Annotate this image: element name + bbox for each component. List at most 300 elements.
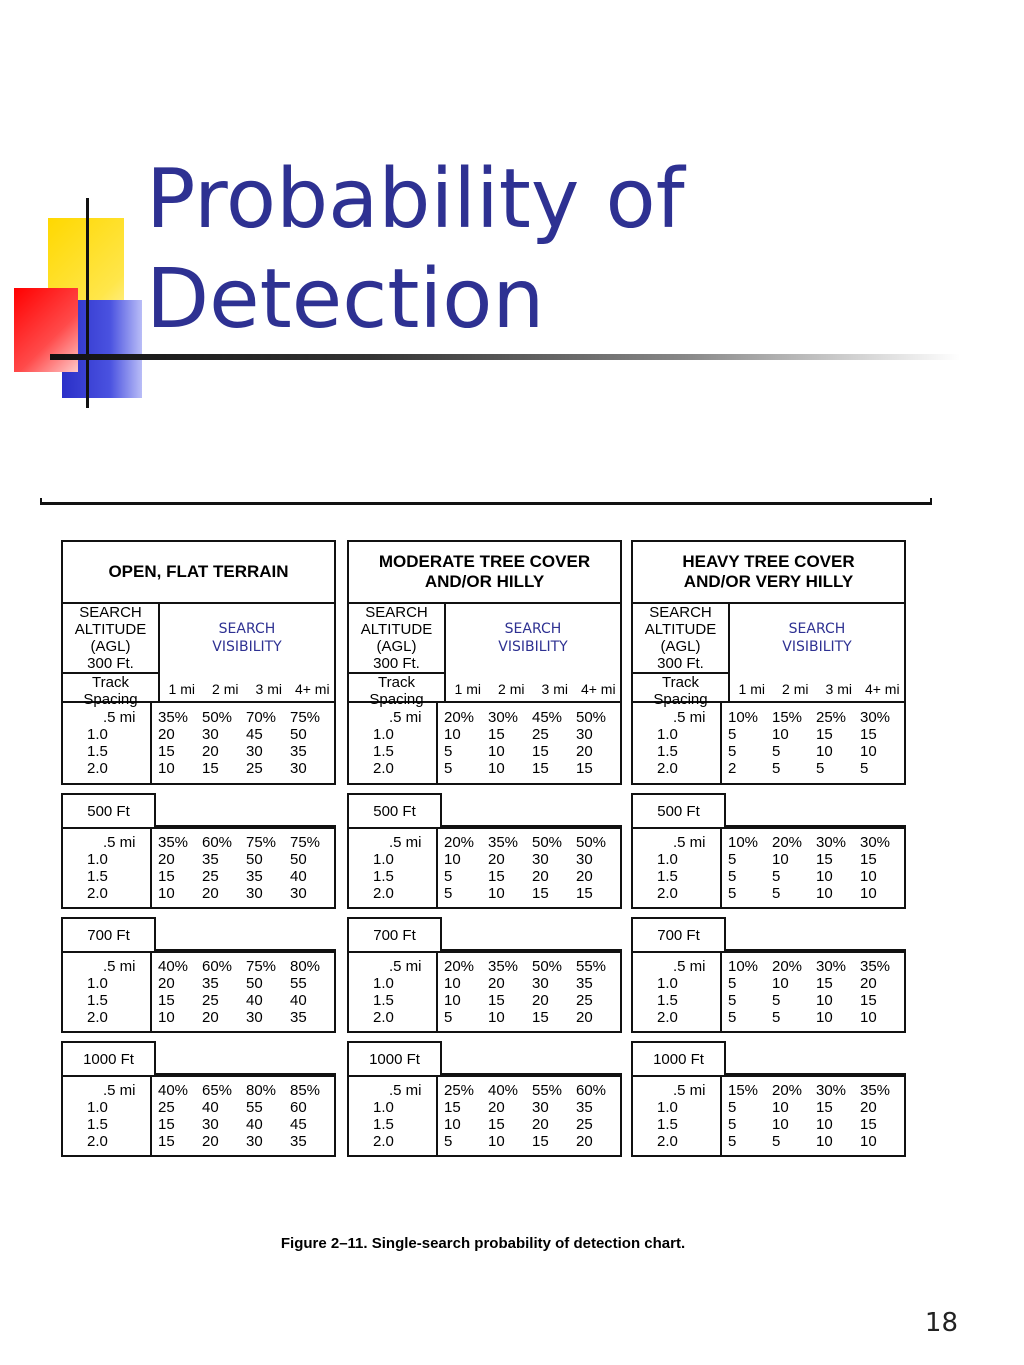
probability-cell: 35 bbox=[290, 1009, 307, 1026]
probability-cell: 10 bbox=[816, 885, 833, 902]
track-spacing-column bbox=[633, 703, 722, 783]
slide-title bbox=[146, 150, 685, 350]
probability-cell: 5 bbox=[444, 885, 453, 902]
track-spacing-column bbox=[633, 1077, 722, 1155]
probability-cell: 35 bbox=[202, 975, 219, 992]
label-spacing: Spacing bbox=[83, 691, 138, 708]
table-row bbox=[444, 1133, 620, 1150]
probability-cell: 10 bbox=[488, 1133, 505, 1150]
probability-cell: 5 bbox=[772, 1133, 781, 1150]
table-row bbox=[158, 726, 334, 743]
label-visibility: VISIBILITY bbox=[212, 638, 282, 655]
probability-cell: 35% bbox=[488, 958, 519, 975]
altitude-tab-row bbox=[631, 917, 906, 951]
terrain-header bbox=[61, 540, 336, 604]
probability-cell: 40 bbox=[290, 992, 307, 1009]
table-row bbox=[444, 1009, 620, 1026]
probability-cell: 15 bbox=[860, 851, 877, 868]
probability-cell: 15 bbox=[532, 885, 549, 902]
altitude-tab-row bbox=[631, 1041, 906, 1075]
visibility-distance-row bbox=[160, 671, 334, 701]
table-row bbox=[158, 1082, 334, 1099]
probability-cell: 10 bbox=[816, 1133, 833, 1150]
probability-cell: 35 bbox=[576, 1099, 593, 1116]
label-search: SEARCH bbox=[79, 604, 142, 621]
probability-cell: 5 bbox=[728, 1133, 737, 1150]
label-search: SEARCH bbox=[365, 604, 428, 621]
altitude-tab-line bbox=[726, 1041, 906, 1075]
terrain-header-line: HEAVY TREE COVER bbox=[682, 552, 855, 571]
probability-cell: 50 bbox=[290, 851, 307, 868]
probability-cell: 15 bbox=[444, 1099, 461, 1116]
probability-cell: 30% bbox=[816, 958, 847, 975]
terrain-table bbox=[347, 540, 622, 1157]
probability-cell: 35% bbox=[860, 1082, 891, 1099]
probability-cell: 45 bbox=[246, 726, 263, 743]
table-row bbox=[158, 1116, 334, 1133]
meta-right bbox=[160, 604, 334, 701]
probability-cell: 30% bbox=[816, 834, 847, 851]
probability-cell: 15% bbox=[728, 1082, 759, 1099]
track-spacing-value: 2.0 bbox=[657, 760, 678, 777]
label-track: Track bbox=[378, 674, 415, 691]
probability-values bbox=[722, 953, 904, 1031]
table-row bbox=[444, 726, 620, 743]
probability-cell: 5 bbox=[444, 868, 453, 885]
table-row bbox=[158, 851, 334, 868]
table-row bbox=[158, 885, 334, 902]
track-spacing-value: 1.5 bbox=[87, 868, 108, 885]
probability-cell: 20 bbox=[860, 975, 877, 992]
probability-cell: 5 bbox=[728, 1009, 737, 1026]
table-row bbox=[728, 992, 904, 1009]
table-row bbox=[444, 1082, 620, 1099]
track-spacing-value: .5 mi bbox=[103, 834, 136, 851]
table-row bbox=[158, 868, 334, 885]
probability-cell: 50 bbox=[246, 975, 263, 992]
visibility-distance: 4+ mi bbox=[294, 681, 330, 697]
probability-cell: 5 bbox=[444, 760, 453, 777]
probability-cell: 15 bbox=[158, 1133, 175, 1150]
altitude-block bbox=[631, 951, 906, 1033]
track-spacing-value: 1.5 bbox=[373, 868, 394, 885]
track-spacing-value: .5 mi bbox=[389, 709, 422, 726]
probability-cell: 20 bbox=[576, 1009, 593, 1026]
probability-cell: 15 bbox=[860, 992, 877, 1009]
decor-vertical-line bbox=[86, 198, 89, 408]
probability-cell: 30 bbox=[532, 851, 549, 868]
table-row bbox=[728, 958, 904, 975]
track-spacing-value: 2.0 bbox=[87, 760, 108, 777]
search-meta bbox=[61, 604, 336, 708]
probability-cell: 15 bbox=[532, 760, 549, 777]
probability-cell: 5 bbox=[728, 743, 737, 760]
probability-cell: 25% bbox=[444, 1082, 475, 1099]
table-row bbox=[158, 1009, 334, 1026]
probability-cell: 15 bbox=[488, 868, 505, 885]
probability-cell: 65% bbox=[202, 1082, 233, 1099]
probability-cell: 10 bbox=[860, 743, 877, 760]
probability-cell: 15 bbox=[488, 992, 505, 1009]
probability-cell: 15 bbox=[860, 1116, 877, 1133]
probability-values bbox=[438, 1077, 620, 1155]
probability-cell: 60 bbox=[290, 1099, 307, 1116]
altitude-tab-row bbox=[631, 793, 906, 827]
search-visibility-label bbox=[446, 604, 620, 671]
table-row bbox=[158, 1099, 334, 1116]
visibility-distance: 1 mi bbox=[168, 681, 195, 697]
probability-values bbox=[152, 953, 334, 1031]
probability-cell: 35 bbox=[290, 1133, 307, 1150]
probability-cell: 10 bbox=[444, 726, 461, 743]
altitude-label: 700 Ft bbox=[347, 917, 442, 951]
track-spacing-value: 1.0 bbox=[373, 726, 394, 743]
label-visibility: VISIBILITY bbox=[782, 638, 852, 655]
meta-left bbox=[633, 604, 730, 708]
table-row bbox=[728, 760, 904, 777]
probability-cell: 40% bbox=[158, 1082, 189, 1099]
title-line-2: Detection bbox=[146, 252, 545, 347]
probability-cell: 15 bbox=[816, 1099, 833, 1116]
altitude-label: 700 Ft bbox=[631, 917, 726, 951]
table-row bbox=[158, 1133, 334, 1150]
probability-values bbox=[152, 703, 334, 783]
track-spacing-value: 1.0 bbox=[87, 726, 108, 743]
probability-cell: 10 bbox=[772, 1099, 789, 1116]
track-spacing-column bbox=[349, 1077, 438, 1155]
probability-cell: 15 bbox=[158, 743, 175, 760]
probability-cell: 30% bbox=[816, 1082, 847, 1099]
label-track: Track bbox=[662, 674, 699, 691]
probability-cell: 10 bbox=[860, 885, 877, 902]
label-spacing: Spacing bbox=[369, 691, 424, 708]
visibility-distance: 1 mi bbox=[738, 681, 765, 697]
visibility-distance: 2 mi bbox=[782, 681, 809, 697]
probability-cell: 50% bbox=[576, 834, 607, 851]
probability-cell: 10 bbox=[158, 1009, 175, 1026]
probability-values bbox=[722, 1077, 904, 1155]
altitude-tab-line bbox=[156, 793, 336, 827]
track-spacing-value: .5 mi bbox=[103, 709, 136, 726]
probability-cell: 15 bbox=[576, 885, 593, 902]
track-spacing-value: 2.0 bbox=[87, 1133, 108, 1150]
probability-cell: 10% bbox=[728, 834, 759, 851]
probability-cell: 20 bbox=[860, 1099, 877, 1116]
probability-values bbox=[152, 1077, 334, 1155]
label-agl: (AGL) bbox=[660, 638, 701, 655]
probability-cell: 20 bbox=[158, 726, 175, 743]
table-row bbox=[444, 992, 620, 1009]
probability-cell: 85% bbox=[290, 1082, 321, 1099]
table-row bbox=[158, 958, 334, 975]
label-search: SEARCH bbox=[218, 620, 276, 637]
table-row bbox=[158, 709, 334, 726]
track-spacing-value: .5 mi bbox=[673, 958, 706, 975]
altitude-label: 500 Ft bbox=[631, 793, 726, 827]
probability-cell: 25 bbox=[576, 992, 593, 1009]
probability-cell: 50% bbox=[202, 709, 233, 726]
terrain-table bbox=[631, 540, 906, 1157]
probability-cell: 30 bbox=[202, 1116, 219, 1133]
label-agl: (AGL) bbox=[90, 638, 131, 655]
probability-cell: 10 bbox=[772, 726, 789, 743]
probability-cell: 10 bbox=[444, 851, 461, 868]
probability-cell: 30% bbox=[860, 834, 891, 851]
probability-cell: 60% bbox=[202, 958, 233, 975]
table-row bbox=[728, 1082, 904, 1099]
probability-values bbox=[722, 829, 904, 907]
probability-cell: 5 bbox=[728, 1099, 737, 1116]
track-spacing-column bbox=[633, 953, 722, 1031]
probability-cell: 20 bbox=[202, 1133, 219, 1150]
probability-cell: 15 bbox=[158, 1116, 175, 1133]
table-row bbox=[728, 743, 904, 760]
altitude-block bbox=[347, 827, 622, 909]
probability-cell: 10 bbox=[158, 885, 175, 902]
probability-cell: 5 bbox=[772, 743, 781, 760]
altitude-tab-row bbox=[61, 793, 336, 827]
probability-cell: 40 bbox=[290, 868, 307, 885]
label-altitude: ALTITUDE bbox=[360, 621, 433, 638]
table-row bbox=[728, 851, 904, 868]
terrain-header-line: AND/OR VERY HILLY bbox=[683, 572, 854, 591]
track-spacing-value: 1.5 bbox=[657, 743, 678, 760]
probability-cell: 10 bbox=[816, 868, 833, 885]
terrain-header-line: MODERATE TREE COVER bbox=[378, 552, 591, 571]
terrain-table bbox=[61, 540, 336, 1157]
probability-cell: 10 bbox=[860, 868, 877, 885]
probability-values bbox=[438, 953, 620, 1031]
altitude-tab-line bbox=[442, 917, 622, 951]
track-spacing-value: 1.5 bbox=[87, 1116, 108, 1133]
probability-cell: 10 bbox=[860, 1133, 877, 1150]
altitude-tab-row bbox=[347, 1041, 622, 1075]
probability-cell: 30 bbox=[576, 726, 593, 743]
visibility-distance: 2 mi bbox=[498, 681, 525, 697]
track-spacing-value: 1.0 bbox=[373, 1099, 394, 1116]
probability-values bbox=[152, 829, 334, 907]
probability-cell: 10 bbox=[772, 851, 789, 868]
probability-cell: 35 bbox=[202, 851, 219, 868]
probability-cell: 45% bbox=[532, 709, 563, 726]
altitude-block bbox=[631, 703, 906, 785]
track-spacing-value: .5 mi bbox=[673, 709, 706, 726]
label-altitude: ALTITUDE bbox=[644, 621, 717, 638]
track-spacing-value: 1.5 bbox=[373, 992, 394, 1009]
track-spacing-value: 2.0 bbox=[87, 885, 108, 902]
probability-cell: 75% bbox=[290, 834, 321, 851]
probability-cell: 5 bbox=[772, 992, 781, 1009]
probability-cell: 15 bbox=[532, 1133, 549, 1150]
label-altitude: ALTITUDE bbox=[74, 621, 147, 638]
track-spacing-value: 2.0 bbox=[657, 1133, 678, 1150]
meta-left bbox=[349, 604, 446, 708]
altitude-block bbox=[61, 703, 336, 785]
altitude-tab-row bbox=[347, 793, 622, 827]
probability-cell: 10 bbox=[816, 1116, 833, 1133]
table-row bbox=[444, 1116, 620, 1133]
altitude-value: 300 Ft. bbox=[373, 655, 420, 672]
table-row bbox=[158, 975, 334, 992]
probability-cell: 50 bbox=[246, 851, 263, 868]
probability-cell: 10 bbox=[860, 1009, 877, 1026]
probability-cell: 75% bbox=[246, 834, 277, 851]
probability-cell: 30 bbox=[290, 760, 307, 777]
track-spacing-value: 1.5 bbox=[373, 743, 394, 760]
track-spacing-value: .5 mi bbox=[389, 834, 422, 851]
probability-cell: 80% bbox=[290, 958, 321, 975]
visibility-distance: 4+ mi bbox=[864, 681, 900, 697]
altitude-block bbox=[61, 827, 336, 909]
probability-cell: 25% bbox=[816, 709, 847, 726]
probability-cell: 10 bbox=[444, 1116, 461, 1133]
probability-cell: 15 bbox=[202, 760, 219, 777]
probability-cell: 30 bbox=[246, 1133, 263, 1150]
table-row bbox=[444, 709, 620, 726]
probability-cell: 10% bbox=[728, 958, 759, 975]
probability-cell: 25 bbox=[532, 726, 549, 743]
table-row bbox=[728, 1009, 904, 1026]
probability-cell: 10 bbox=[772, 1116, 789, 1133]
probability-values bbox=[438, 703, 620, 783]
search-meta bbox=[631, 604, 906, 708]
visibility-distance-row bbox=[730, 671, 904, 701]
probability-cell: 30 bbox=[246, 885, 263, 902]
probability-cell: 20 bbox=[158, 975, 175, 992]
track-spacing-value: .5 mi bbox=[673, 834, 706, 851]
table-row bbox=[728, 1099, 904, 1116]
track-spacing-column bbox=[633, 829, 722, 907]
altitude-label: 500 Ft bbox=[61, 793, 156, 827]
search-altitude-cell bbox=[349, 604, 444, 674]
table-row bbox=[728, 709, 904, 726]
probability-cell: 20 bbox=[202, 885, 219, 902]
altitude-tab-line bbox=[156, 917, 336, 951]
probability-cell: 5 bbox=[772, 760, 781, 777]
probability-cell: 5 bbox=[728, 885, 737, 902]
probability-cell: 35% bbox=[158, 709, 189, 726]
probability-cell: 20 bbox=[532, 1116, 549, 1133]
search-altitude-cell bbox=[63, 604, 158, 674]
probability-cell: 20 bbox=[488, 1099, 505, 1116]
probability-cell: 5 bbox=[728, 868, 737, 885]
probability-cell: 10 bbox=[816, 992, 833, 1009]
track-spacing-value: 1.0 bbox=[657, 1099, 678, 1116]
track-spacing-value: 2.0 bbox=[373, 1133, 394, 1150]
table-row bbox=[728, 868, 904, 885]
track-spacing-column bbox=[63, 1077, 152, 1155]
terrain-header bbox=[347, 540, 622, 604]
probability-cell: 35% bbox=[488, 834, 519, 851]
probability-cell: 10 bbox=[444, 992, 461, 1009]
probability-cell: 40 bbox=[246, 1116, 263, 1133]
track-spacing-value: .5 mi bbox=[389, 1082, 422, 1099]
altitude-tab-line bbox=[726, 917, 906, 951]
probability-cell: 55% bbox=[532, 1082, 563, 1099]
search-visibility-label bbox=[730, 604, 904, 671]
table-row bbox=[444, 834, 620, 851]
label-search: SEARCH bbox=[504, 620, 562, 637]
probability-cell: 25 bbox=[202, 992, 219, 1009]
track-spacing-value: .5 mi bbox=[103, 1082, 136, 1099]
probability-cell: 35 bbox=[576, 975, 593, 992]
probability-cell: 20% bbox=[444, 709, 475, 726]
track-spacing-value: 2.0 bbox=[373, 885, 394, 902]
visibility-distance: 2 mi bbox=[212, 681, 239, 697]
probability-cell: 10% bbox=[728, 709, 759, 726]
slide-number: 18 bbox=[924, 1308, 958, 1338]
probability-values bbox=[722, 703, 904, 783]
track-spacing-value: 2.0 bbox=[373, 760, 394, 777]
track-spacing-value: 2.0 bbox=[87, 1009, 108, 1026]
probability-cell: 15% bbox=[772, 709, 803, 726]
track-spacing-value: 1.5 bbox=[373, 1116, 394, 1133]
track-spacing-value: 1.0 bbox=[373, 851, 394, 868]
decor-horizontal-rule bbox=[50, 354, 960, 360]
table-row bbox=[728, 1133, 904, 1150]
track-spacing-value: 1.5 bbox=[657, 992, 678, 1009]
search-altitude-cell bbox=[633, 604, 728, 674]
probability-cell: 55% bbox=[576, 958, 607, 975]
label-search: SEARCH bbox=[649, 604, 712, 621]
altitude-block bbox=[347, 1075, 622, 1157]
probability-cell: 15 bbox=[532, 1009, 549, 1026]
probability-cell: 40 bbox=[246, 992, 263, 1009]
altitude-tab-row bbox=[347, 917, 622, 951]
probability-cell: 20 bbox=[576, 868, 593, 885]
probability-cell: 5 bbox=[772, 868, 781, 885]
label-track: Track bbox=[92, 674, 129, 691]
probability-cell: 5 bbox=[860, 760, 869, 777]
altitude-value: 300 Ft. bbox=[87, 655, 134, 672]
probability-cell: 10 bbox=[488, 1009, 505, 1026]
figure-caption: Figure 2–11. Single-search probability of detection chart. bbox=[280, 1235, 686, 1252]
table-row bbox=[444, 975, 620, 992]
table-row bbox=[444, 885, 620, 902]
track-spacing-value: 1.5 bbox=[657, 1116, 678, 1133]
probability-cell: 20 bbox=[532, 992, 549, 1009]
track-spacing-value: 1.0 bbox=[87, 1099, 108, 1116]
altitude-label: 1000 Ft bbox=[347, 1041, 442, 1075]
probability-cell: 15 bbox=[158, 992, 175, 1009]
table-row bbox=[728, 834, 904, 851]
altitude-tab-line bbox=[442, 1041, 622, 1075]
track-spacing-column bbox=[349, 829, 438, 907]
title-line-1: Probability of bbox=[146, 152, 685, 247]
probability-cell: 5 bbox=[728, 1116, 737, 1133]
probability-cell: 35% bbox=[158, 834, 189, 851]
altitude-tab-line bbox=[726, 793, 906, 827]
label-agl: (AGL) bbox=[376, 638, 417, 655]
probability-cell: 30 bbox=[576, 851, 593, 868]
track-spacing-value: 1.0 bbox=[657, 851, 678, 868]
probability-cell: 15 bbox=[158, 868, 175, 885]
label-search: SEARCH bbox=[788, 620, 846, 637]
altitude-tab-row bbox=[61, 1041, 336, 1075]
altitude-block bbox=[61, 1075, 336, 1157]
table-row bbox=[444, 851, 620, 868]
probability-cell: 35 bbox=[246, 868, 263, 885]
probability-cell: 60% bbox=[576, 1082, 607, 1099]
altitude-label: 700 Ft bbox=[61, 917, 156, 951]
probability-cell: 5 bbox=[728, 975, 737, 992]
visibility-distance: 3 mi bbox=[255, 681, 282, 697]
probability-cell: 20% bbox=[444, 834, 475, 851]
probability-cell: 55 bbox=[246, 1099, 263, 1116]
probability-cell: 20 bbox=[488, 975, 505, 992]
track-spacing-value: 1.5 bbox=[657, 868, 678, 885]
visibility-distance: 3 mi bbox=[541, 681, 568, 697]
